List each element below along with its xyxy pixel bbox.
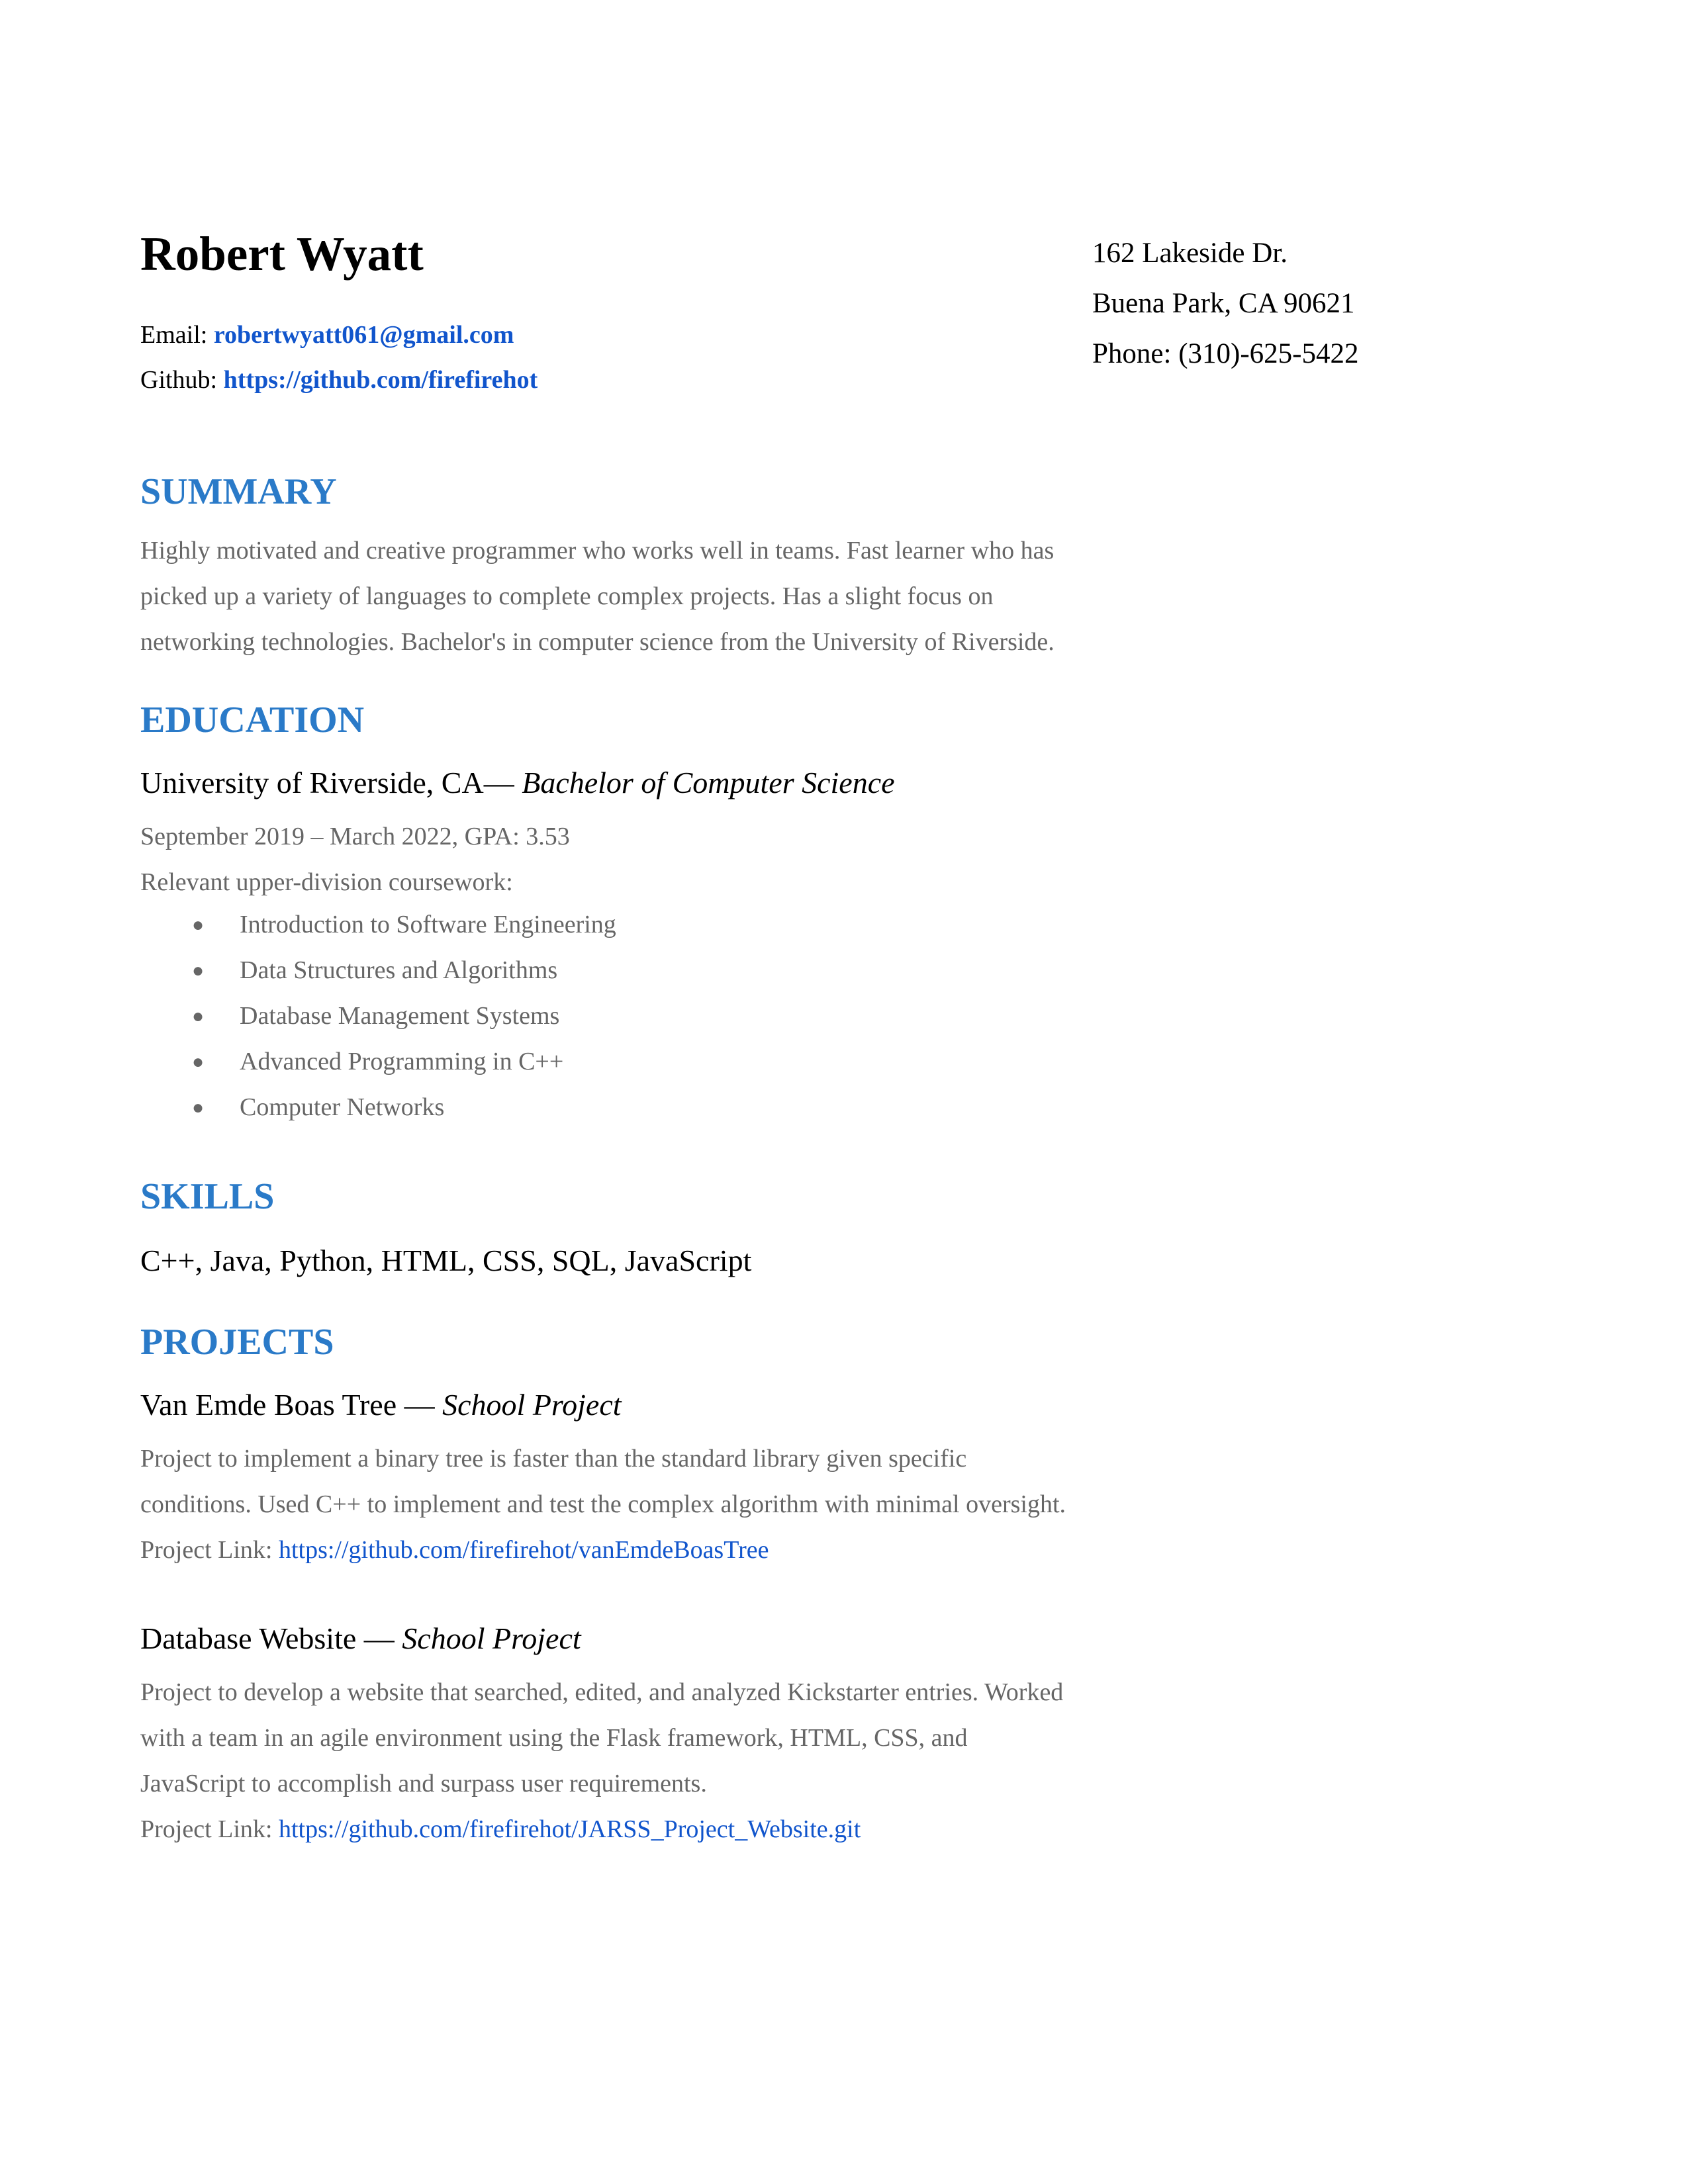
- bullet-icon: ●: [192, 1051, 205, 1073]
- project-description: [140, 1670, 1080, 1852]
- candidate-name: Robert Wyatt: [140, 227, 424, 281]
- summary-heading: SUMMARY: [140, 471, 337, 512]
- project-link[interactable]: https://github.com/firefirehot/vanEmdeBoasTree: [278, 1536, 769, 1564]
- education-dates: September 2019 – March 2022, GPA: 3.53: [140, 823, 570, 850]
- degree-name: Bachelor of Computer Science: [522, 766, 895, 799]
- summary-text: [140, 528, 1080, 665]
- email-row: [140, 312, 538, 357]
- skills-list: C++, Java, Python, HTML, CSS, SQL, JavaScript: [140, 1244, 752, 1277]
- bullet-icon: ●: [192, 914, 205, 936]
- summary-line: Highly motivated and creative programmer who works well in teams. Fast learner who has: [140, 537, 1055, 565]
- project-link-label: Project Link:: [140, 1815, 279, 1843]
- project-name: Database Website —: [140, 1621, 402, 1655]
- summary-line: picked up a variety of languages to complete complex projects. Has a slight focus on: [140, 582, 994, 610]
- project-link-row: [140, 1527, 1080, 1573]
- project-link[interactable]: https://github.com/firefirehot/JARSS_Project_Website.git: [278, 1815, 861, 1843]
- project-title: [140, 1385, 622, 1425]
- github-label: Github:: [140, 366, 224, 394]
- project-link-label: Project Link:: [140, 1536, 279, 1564]
- project-type: School Project: [402, 1621, 581, 1655]
- github-link[interactable]: https://github.com/firefirehot: [223, 366, 538, 394]
- bullet-icon: ●: [192, 1097, 205, 1118]
- github-row: [140, 357, 538, 402]
- list-item: ● Advanced Programming in C++: [140, 1039, 616, 1085]
- education-heading: EDUCATION: [140, 700, 365, 741]
- contact-address: [1092, 228, 1358, 379]
- education-details: [140, 814, 1080, 905]
- project-line: Project to develop a website that searched, edited, and analyzed Kickstarter entries. Worked: [140, 1678, 1064, 1706]
- address-line-2: Buena Park, CA 90621: [1092, 288, 1355, 319]
- coursework-list: [140, 902, 616, 1130]
- projects-heading: PROJECTS: [140, 1322, 334, 1363]
- project-description: [140, 1436, 1080, 1573]
- contact-links: [140, 312, 538, 402]
- project-line: conditions. Used C++ to implement and test the complex algorithm with minimal oversight.: [140, 1490, 1066, 1518]
- project-line: JavaScript to accomplish and surpass user requirements.: [140, 1770, 707, 1797]
- email-link[interactable]: robertwyatt061@gmail.com: [213, 321, 514, 349]
- school-name: University of Riverside, CA—: [140, 766, 522, 799]
- list-item: ● Data Structures and Algorithms: [140, 948, 616, 993]
- project-line: Project to implement a binary tree is faster than the standard library given specific: [140, 1445, 967, 1473]
- phone-number: Phone: (310)-625-5422: [1092, 338, 1359, 369]
- list-item: ● Computer Networks: [140, 1085, 616, 1130]
- list-item: ● Database Management Systems: [140, 993, 616, 1039]
- skills-heading: SKILLS: [140, 1176, 275, 1217]
- project-name: Van Emde Boas Tree —: [140, 1388, 443, 1422]
- address-line-1: 162 Lakeside Dr.: [1092, 238, 1288, 269]
- summary-line: networking technologies. Bachelor's in computer science from the University of Riverside.: [140, 628, 1055, 656]
- email-label: Email:: [140, 321, 214, 349]
- project-line: with a team in an agile environment using the Flask framework, HTML, CSS, and: [140, 1724, 968, 1752]
- project-link-row: [140, 1807, 1080, 1852]
- bullet-icon: ●: [192, 1005, 205, 1027]
- coursework-label: Relevant upper-division coursework:: [140, 868, 513, 896]
- bullet-icon: ●: [192, 960, 205, 981]
- project-title: [140, 1619, 581, 1659]
- list-item: ● Introduction to Software Engineering: [140, 902, 616, 948]
- education-school: [140, 763, 895, 803]
- project-type: School Project: [442, 1388, 622, 1422]
